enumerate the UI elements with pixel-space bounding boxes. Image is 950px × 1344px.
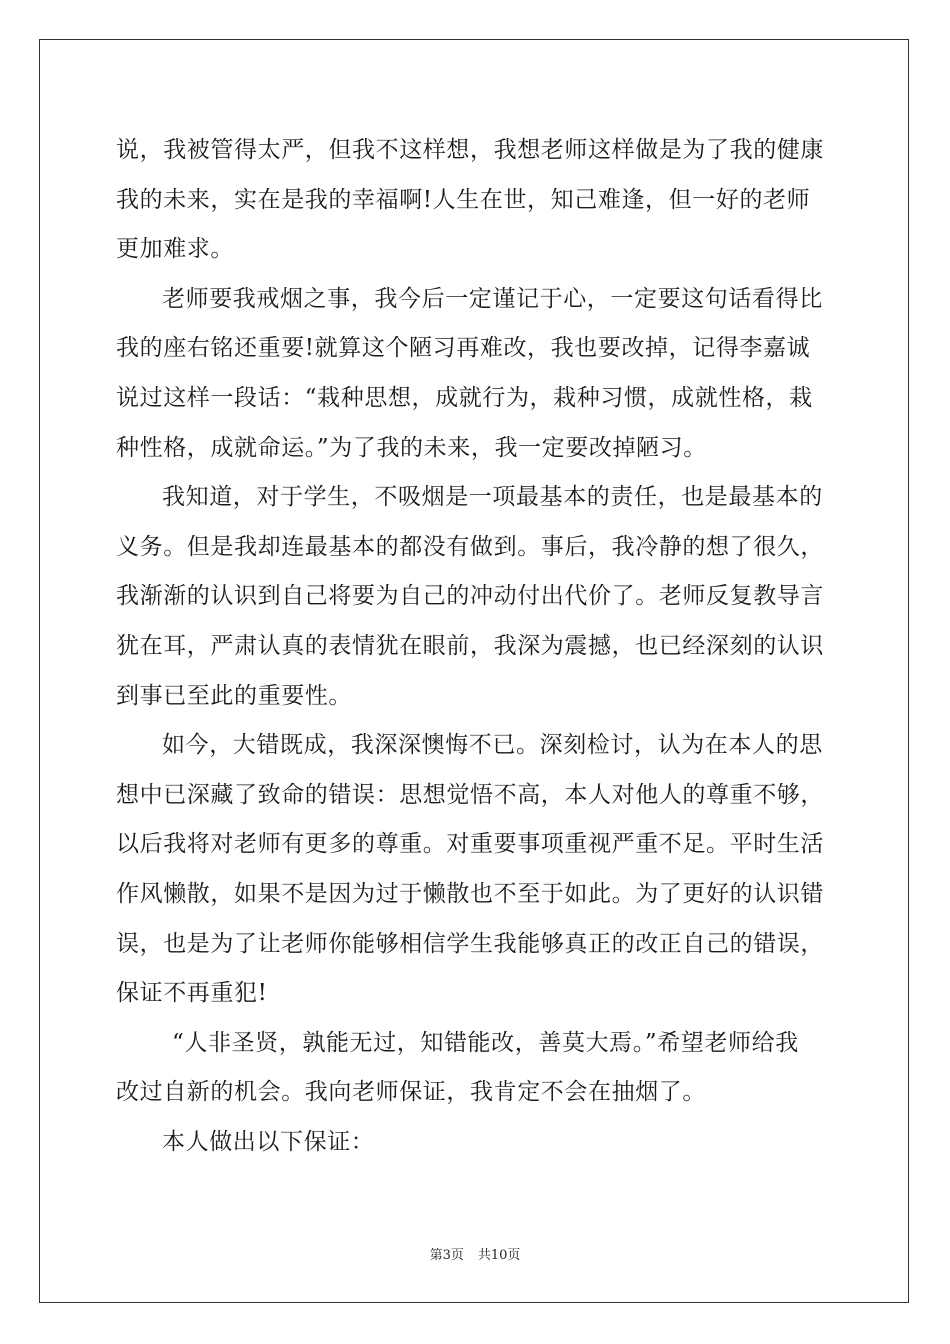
text-line: 如今，大错既成，我深深懊悔不已。深刻检讨，认为在本人的思 [162, 732, 823, 759]
text-line: 作风懒散，如果不是因为过于懒散也不至于如此。为了更好的认识错 [116, 880, 824, 907]
page-footer [0, 1247, 950, 1265]
text-line: 老师要我戒烟之事，我今后一定谨记于心，一定要这句话看得比 [162, 285, 823, 312]
page-number: 第3页 [429, 1248, 464, 1263]
text-line: 我渐渐的认识到自己将要为自己的冲动付出代价了。老师反复教导言 [116, 583, 824, 610]
text-line: 本人做出以下保证： [162, 1128, 375, 1155]
text-line: 误，也是为了让老师你能够相信学生我能够真正的改正自己的错误， [116, 930, 824, 957]
text-line: 说，我被管得太严，但我不这样想，我想老师这样做是为了我的健康 [116, 137, 824, 163]
text-line: 保证不再重犯! [116, 980, 268, 1007]
text-line: 想中已深藏了致命的错误：思想觉悟不高，本人对他人的尊重不够， [116, 781, 824, 808]
text-line: 以后我将对老师有更多的尊重。对重要事项重视严重不足。平时生活 [116, 831, 824, 858]
text-line: 我知道，对于学生，不吸烟是一项最基本的责任，也是最基本的 [162, 484, 823, 511]
text-line: 我的未来，实在是我的幸福啊!人生在世，知己难逢，但一好的老师 [116, 186, 811, 213]
text-line: 到事已至此的重要性。 [116, 682, 352, 709]
text-line: 我的座右铭还重要!就算这个陋习再难改，我也要改掉，记得李嘉诚 [116, 335, 811, 362]
page-total: 共10页 [477, 1248, 521, 1263]
text-line: 种性格，成就命运。”为了我的未来，我一定要改掉陋习。 [116, 434, 707, 461]
text-line: 说过这样一段话：“栽种思想，成就行为，栽种习惯，成就性格，栽 [116, 384, 813, 411]
document-body [116, 126, 834, 1167]
text-line: “人非圣贤，孰能无过，知错能改，善莫大焉。”希望老师给我 [172, 1029, 799, 1056]
text-line: 犹在耳，严肃认真的表情犹在眼前，我深为震撼，也已经深刻的认识 [116, 632, 824, 659]
text-line: 义务。但是我却连最基本的都没有做到。事后，我冷静的想了很久， [116, 533, 824, 560]
text-line: 改过自新的机会。我向老师保证，我肯定不会在抽烟了。 [116, 1079, 706, 1106]
text-line: 更加难求。 [116, 236, 234, 263]
